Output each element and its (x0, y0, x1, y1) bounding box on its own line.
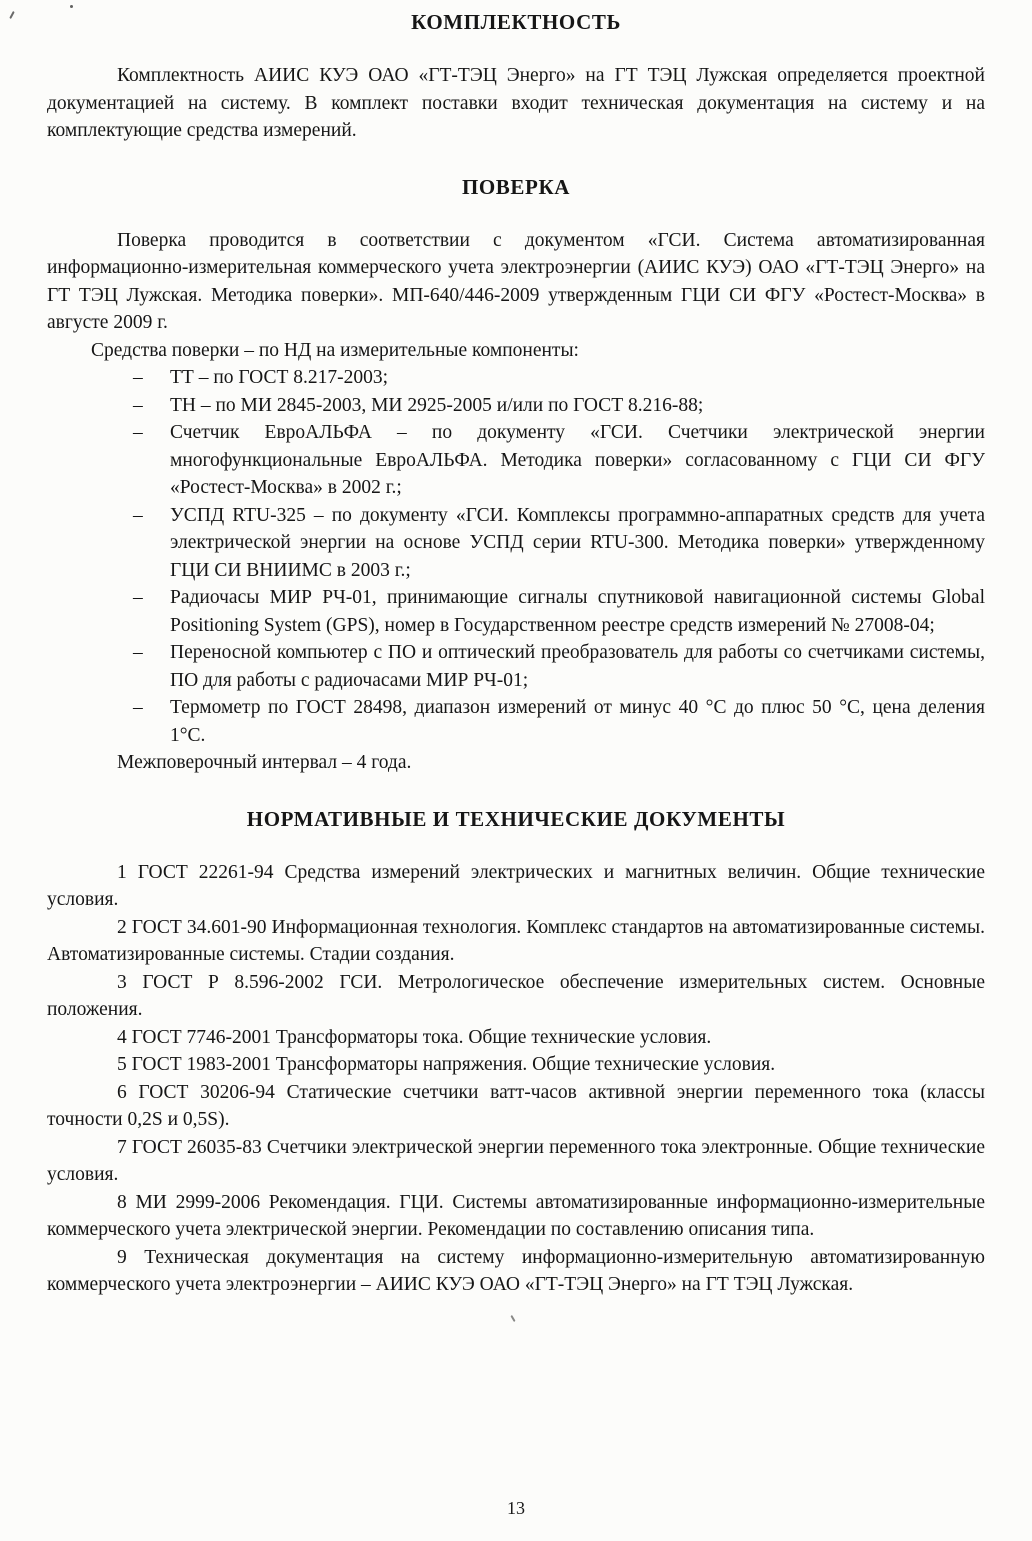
normative-doc-item: 2 ГОСТ 34.601-90 Информационная технология. Комплекс стандартов на автоматизированные системы. Автоматизированные системы. Стадии создания. (47, 916, 985, 965)
scan-artifact (510, 1315, 515, 1322)
page-number: 13 (507, 1498, 525, 1518)
heading-komplektnost: КОМПЛЕКТНОСТЬ (411, 10, 621, 34)
dash-marker: – (133, 394, 143, 416)
list-item-text: Счетчик ЕвроАЛЬФА – по документу «ГСИ. Счетчики электрической энергии многофункциональные ЕвроАЛЬФА. Методика поверки» согласованному с ГЦИ СИ ФГУ «Ростест-Москва» в 2002 г.; (170, 422, 985, 498)
list-item-text: Термометр по ГОСТ 28498, диапазон измерений от минус 40 °С до плюс 50 °С, цена деления 1°С. (170, 697, 985, 746)
paragraph-poverka-intro: Поверка проводится в соответствии с документом «ГСИ. Система автоматизированная информационно-измерительная коммерческого учета электроэнергии (АИИС КУЭ) ОАО «ГТ-ТЭЦ Энерго» на ГТ ТЭЦ Лужская. Методика поверки». МП-640/446-2009 утвержденным ГЦИ СИ ФГУ «Ростест-Москва» в августе 2009 г. (47, 229, 985, 333)
heading-normative-docs: НОРМАТИВНЫЕ И ТЕХНИЧЕСКИЕ ДОКУМЕНТЫ (246, 806, 786, 831)
list-item-text: УСПД RTU-325 – по документу «ГСИ. Комплексы программно-аппаратных средств для учета электрической энергии на основе УСПД серии RTU-300. Методика поверки» утвержденному ГЦИ СИ ВНИИМС в 2003 г.; (170, 504, 985, 581)
normative-doc-item: 3 ГОСТ Р 8.596-2002 ГСИ. Метрологическое обеспечение измерительных систем. Основные положения. (47, 971, 985, 1020)
list-item-text: ТН – по МИ 2845-2003, МИ 2925-2005 и/или по ГОСТ 8.216-88; (170, 394, 704, 416)
verification-tools-list (47, 364, 985, 749)
list-item-text: ТТ – по ГОСТ 8.217-2003; (170, 367, 389, 388)
normative-doc-item: 6 ГОСТ 30206-94 Статические счетчики ватт-часов активной энергии переменного тока (классы точности 0,2S и 0,5S). (47, 1081, 985, 1130)
normative-doc-item: 1 ГОСТ 22261-94 Средства измерений электрических и магнитных величин. Общие технические условия. (47, 861, 985, 910)
list-item (47, 392, 985, 420)
list-item (47, 419, 985, 502)
dash-marker: – (133, 367, 143, 388)
normative-doc-item: 5 ГОСТ 1983-2001 Трансформаторы напряжения. Общие технические условия. (117, 1054, 776, 1075)
dash-marker: – (133, 422, 143, 443)
normative-doc-item: 9 Техническая документация на систему информационно-измерительную автоматизированную коммерческого учета электроэнергии – АИИС КУЭ ОАО «ГТ-ТЭЦ Энерго» на ГТ ТЭЦ Лужская. (47, 1246, 985, 1295)
list-item (47, 639, 985, 694)
list-item (47, 364, 985, 392)
scan-artifact (70, 5, 73, 8)
normative-doc-item: 4 ГОСТ 7746-2001 Трансформаторы тока. Общие технические условия. (117, 1026, 712, 1048)
paragraph-komplektnost: Комплектность АИИС КУЭ ОАО «ГТ-ТЭЦ Энерго» на ГТ ТЭЦ Лужская определяется проектной документацией на систему. В комплект поставки входит техническая документация на систему и на комплектующие средства измерений. (47, 65, 985, 141)
list-item-text: Радиочасы МИР РЧ-01, принимающие сигналы спутниковой навигационной системы Global Positioning System (GPS), номер в Государственном реестре средств измерений № 27008-04; (170, 587, 985, 636)
list-item (47, 694, 985, 749)
paragraph-sredstva-poverki: Средства поверки – по НД на измерительные компоненты: (91, 339, 579, 361)
normative-doc-item: 8 МИ 2999-2006 Рекомендация. ГЦИ. Системы автоматизированные информационно-измерительные коммерческого учета электрической энергии. Рекомендации по составлению описания типа. (47, 1191, 985, 1240)
normative-doc-item: 7 ГОСТ 26035-83 Счетчики электрической энергии переменного тока электронные. Общие технические условия. (47, 1136, 985, 1185)
list-item (47, 502, 985, 585)
dash-marker: – (133, 587, 143, 608)
dash-marker: – (133, 504, 143, 526)
heading-poverka: ПОВЕРКА (461, 174, 571, 199)
paragraph-interval: Межповерочный интервал – 4 года. (117, 752, 412, 773)
dash-marker: – (133, 642, 143, 663)
list-item-text: Переносной компьютер с ПО и оптический преобразователь для работы со счетчиками системы, ПО для работы с радиочасами МИР РЧ-01; (170, 642, 985, 691)
dash-marker: – (133, 697, 143, 718)
list-item (47, 584, 985, 639)
